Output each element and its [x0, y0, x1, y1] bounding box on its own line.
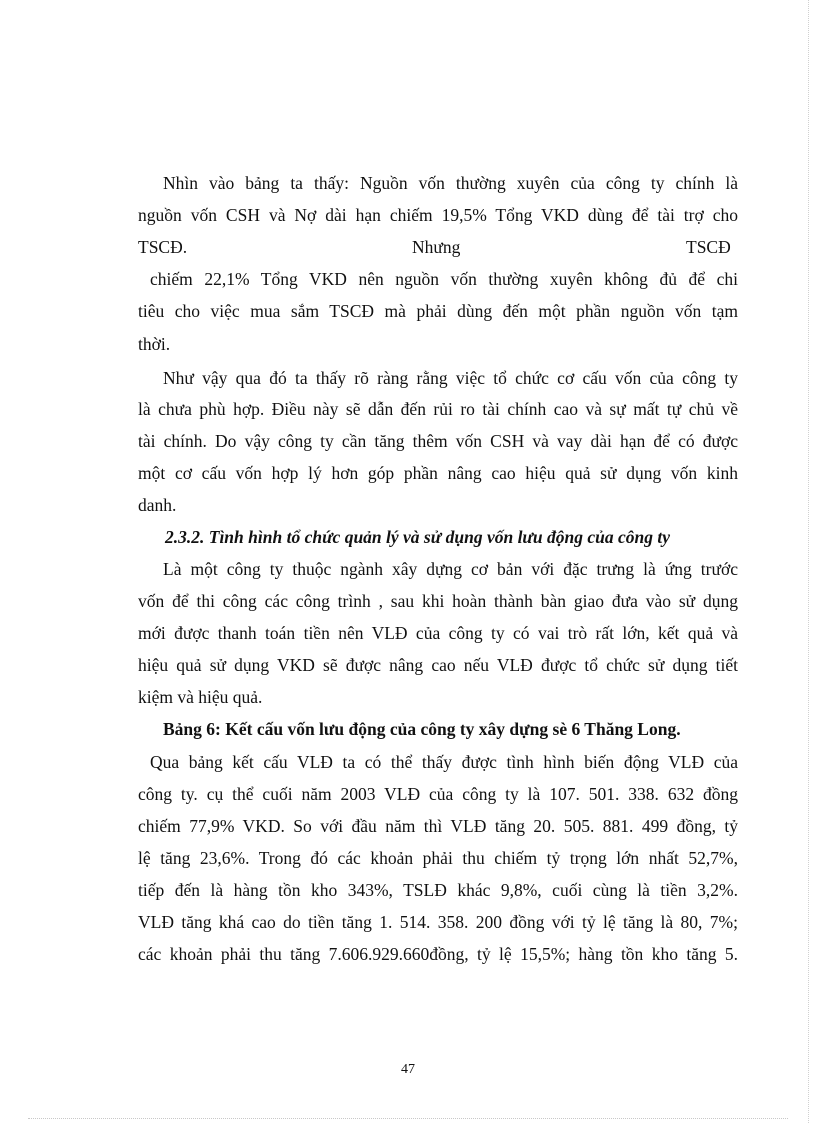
text-line: mới được thanh toán tiền nên VLĐ của công ty có vai trò rất lớn, kết quả và: [138, 623, 738, 643]
text-line: Là một công ty thuộc ngành xây dựng cơ bản với đặc trưng là ứng trước: [163, 559, 738, 579]
text-line: TSCĐ: [686, 237, 731, 257]
table-title: Bảng 6: Kết cấu vốn lưu động của công ty xây dựng sè 6 Thăng Long.: [163, 719, 681, 739]
text-line: thời.: [138, 334, 171, 354]
text-line: là chưa phù hợp. Điều này sẽ dẫn đến rủi ro tài chính cao và sự mất tự chủ về: [138, 399, 738, 419]
text-line: tiêu cho việc mua sắm TSCĐ mà phải dùng đến một phần nguồn vốn tạm: [138, 301, 738, 321]
text-line: nguồn vốn CSH và Nợ dài hạn chiếm 19,5% Tổng VKD dùng để tài trợ cho: [138, 205, 738, 225]
text-line: tiếp đến là hàng tồn kho 343%, TSLĐ khác 9,8%, cuối cùng là tiền 3,2%.: [138, 880, 738, 900]
text-line: Như vậy qua đó ta thấy rõ ràng rằng việc tổ chức cơ cấu vốn của công ty: [163, 368, 738, 388]
text-line: Nhưng: [412, 237, 461, 257]
text-line: VLĐ tăng khá cao do tiền tăng 1. 514. 358. 200 đồng với tỷ lệ tăng là 80, 7%;: [138, 912, 738, 932]
footer-divider: [28, 1118, 788, 1119]
text-line: công ty. cụ thể cuối năm 2003 VLĐ của công ty là 107. 501. 338. 632 đồng: [138, 784, 738, 804]
text-line: các khoản phải thu tăng 7.606.929.660đồng, tỷ lệ 15,5%; hàng tồn kho tăng 5.: [138, 944, 738, 964]
text-line: danh.: [138, 495, 177, 515]
text-line: lệ tăng 23,6%. Trong đó các khoản phải thu chiếm tỷ trọng lớn nhất 52,7%,: [138, 848, 738, 868]
page-edge-divider: [808, 0, 809, 1123]
text-line: tài chính. Do vậy công ty cần tăng thêm vốn CSH và vay dài hạn để có được: [138, 431, 738, 451]
text-line: chiếm 77,9% VKD. So với đầu năm thì VLĐ tăng 20. 505. 881. 499 đồng, tỷ: [138, 816, 738, 836]
text-line: một cơ cấu vốn hợp lý hơn góp phần nâng cao hiệu quả sử dụng vốn kinh: [138, 463, 738, 483]
section-heading: 2.3.2. Tình hình tổ chức quản lý và sử dụng vốn lưu động của công ty: [165, 527, 671, 547]
text-line: hiệu quả sử dụng VKD sẽ được nâng cao nếu VLĐ được tổ chức sử dụng tiết: [138, 655, 738, 675]
text-line: Qua bảng kết cấu VLĐ ta có thể thấy được tình hình biến động VLĐ của: [150, 752, 738, 772]
text-line: kiệm và hiệu quả.: [138, 687, 263, 707]
page-number: 47: [401, 1062, 415, 1077]
text-line: vốn để thi công các công trình , sau khi hoàn thành bàn giao đưa vào sử dụng: [138, 591, 738, 611]
text-line: chiếm 22,1% Tổng VKD nên nguồn vốn thường xuyên không đủ để chi: [150, 269, 738, 289]
text-line: TSCĐ.: [138, 237, 188, 257]
text-line: Nhìn vào bảng ta thấy: Nguồn vốn thường xuyên của công ty chính là: [163, 173, 738, 193]
